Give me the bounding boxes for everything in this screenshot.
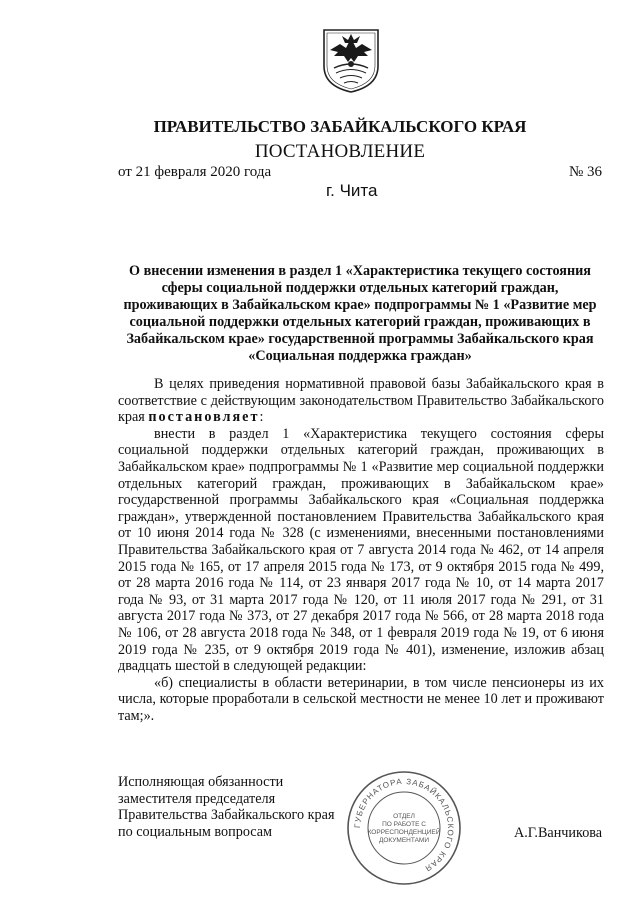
- official-stamp: [344, 768, 464, 888]
- stamp-ring-text: ГУБЕРНАТОРА ЗАБАЙКАЛЬСКОГО КРАЯ: [352, 776, 456, 874]
- document-body: [118, 376, 604, 724]
- document-type: ПОСТАНОВЛЕНИЕ: [254, 141, 426, 162]
- position-line: заместителя председателя: [118, 790, 276, 807]
- main-paragraph: внести в раздел 1 «Характеристика текущего состояния сферы социальной поддержки отдельных категорий граждан, проживающих в Забайкальском крае» подпрограммы № 1 «Развитие мер социальной поддержки отдельных категорий граждан, проживающих в Забайкальском крае» государственной программы Забайкальского края «Социальная поддержка граждан», утвержденной постановлением Правительства Забайкальского края от 10 июня 2014 года № 328 (с изменениями, внесенными постановлениями Правительства Забайкальского края от 7 августа 2014 года № 462, от 14 апреля 2015 года № 165, от 17 апреля 2015 года № 173, от 9 октября 2015 года № 499, от 28 марта 2016 года № 114, от 23 января 2017 года № 10, от 14 марта 2017 года № 93, от 31 марта 2017 года № 120, от 11 июля 2017 года № 291, от 31 августа 2017 года № 373, от 27 декабря 2017 года № 566, от 28 марта 2018 года № 106, от 28 августа 2018 года № 348, от 1 февраля 2019 года № 19, от 6 июня 2019 года № 235, от 9 октября 2019 года № 401), изменение, изложив абзац двадцать шестой в следующей редакции:: [118, 425, 604, 675]
- document-city: г. Чита: [326, 181, 378, 200]
- document-title: О внесении изменения в раздел 1 «Характеристика текущего состояния сферы социальной поддержки отдельных категорий граждан, проживающих в Забайкальском крае» подпрограммы № 1 «Развитие мер социальной поддержки отдельных категорий граждан, проживающих в Забайкальском крае» государственной программы Забайкальского края «Социальная поддержка граждан»: [123, 263, 597, 364]
- intro-paragraph: [118, 376, 604, 426]
- position-line: Правительства Забайкальского края: [118, 807, 335, 824]
- stamp-center-line: ПО РАБОТЕ С: [382, 821, 426, 828]
- stamp-center-line: ОТДЕЛ: [393, 813, 415, 820]
- document-date: от 21 февраля 2020 года: [118, 164, 272, 180]
- signatory-position: [118, 774, 334, 840]
- intro-text: В целях приведения нормативной правовой базы Забайкальского края в соответствие с действующим законодательством Правительство Забайкальского края: [118, 376, 604, 426]
- intro-colon: :: [259, 409, 264, 426]
- stamp-center-line: ДОКУМЕНТАМИ: [378, 837, 430, 844]
- position-line: по социальным вопросам: [118, 823, 273, 840]
- signatory-name: А.Г.Ванчикова: [514, 825, 603, 841]
- coat-of-arms-emblem: [320, 26, 382, 94]
- document-number: № 36: [568, 164, 602, 180]
- organization-name: ПРАВИТЕЛЬСТВО ЗАБАЙКАЛЬСКОГО КРАЯ: [153, 117, 527, 136]
- quote-paragraph: «б) специалисты в области ветеринарии, в том числе пенсионеры из их числа, которые проработали в сельской местности не менее 10 лет и проживают там;».: [118, 674, 604, 724]
- position-line: Исполняющая обязанности: [118, 774, 284, 790]
- resolves-word: постановляет: [148, 409, 260, 426]
- stamp-center-line: КОРРЕСПОНДЕНЦИЕЙ: [367, 829, 441, 836]
